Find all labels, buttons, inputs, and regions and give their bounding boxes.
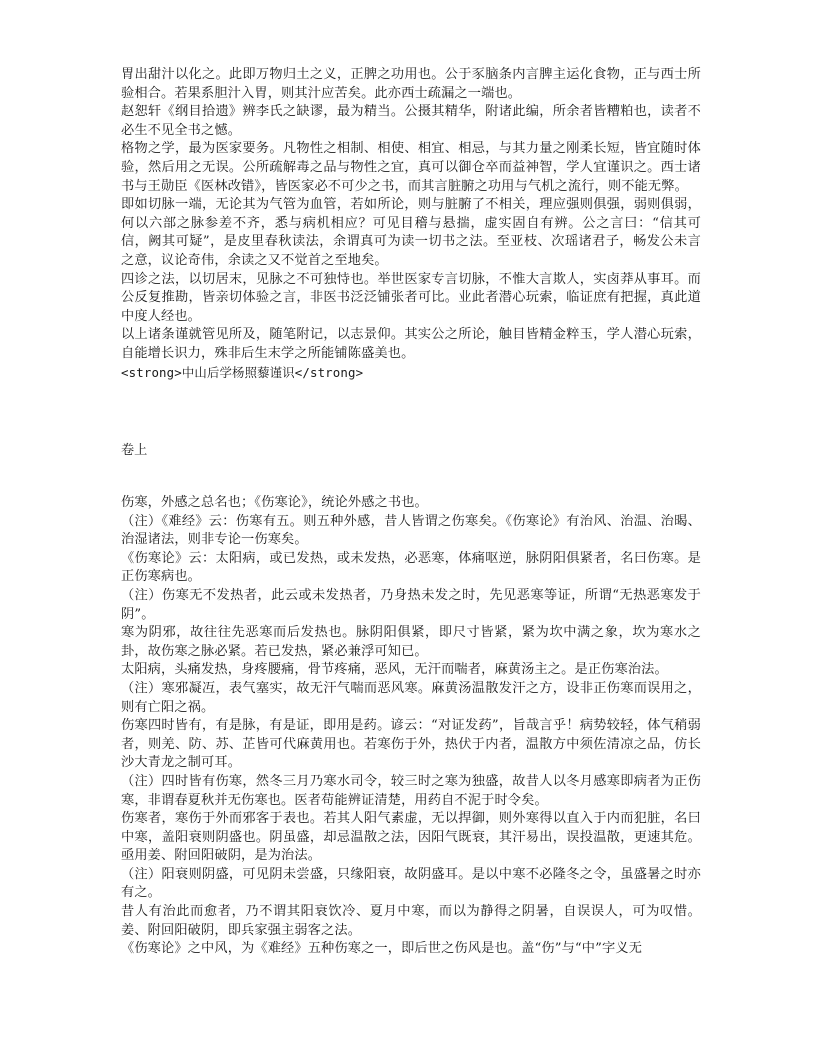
body-paragraph: 昔人有治此而愈者，乃不谓其阳衰饮冷、夏月中寒，而以为静得之阴暑，自误误人，可为叹惜。姜、附回阳破阴，即兵家强主弱客之法。: [121, 904, 701, 938]
body-paragraph: （注）寒邪凝冱，表气塞实，故无汗气喘而恶风寒。麻黄汤温散发汗之方，设非正伤寒而误用之，则有亡阳之祸。: [121, 680, 701, 715]
preface-paragraph: 赵恕轩《纲目拾遗》辨李氏之缺谬，最为精当。公摄其精华，附诸此编，所余者皆糟粕也，读者不必生不见全书之憾。: [121, 104, 701, 138]
body-paragraph: （注）《难经》云：伤寒有五。则五种外感，昔人皆谓之伤寒矣。《伤寒论》有治风、治温、治暍、治湿诸法，则非专论一伤寒矣。: [121, 513, 701, 548]
body-paragraph: 太阳病，头痛发热，身疼腰痛，骨节疼痛，恶风，无汗而喘者，麻黄汤主之。是正伤寒治法。: [121, 662, 668, 678]
body-paragraph: （注）阳衰则阴盛，可见阴未尝盛，只缘阳衰，故阴盛耳。是以中寒不必隆冬之令，虽盛暑之时亦有之。: [121, 866, 701, 901]
body-paragraph: 寒为阴邪，故往往先恶寒而后发热也。脉阴阳俱紧，即尺寸皆紧，紧为坎中满之象，坎为寒水之卦，故伤寒之脉必紧。若已发热，紧必兼浮可知已。: [121, 625, 701, 659]
body-paragraph: 《伤寒论》之中风，为《难经》五种伤寒之一，即后世之伤风是也。盖“伤”与“中”字义无: [121, 941, 643, 957]
preface-paragraph: 四诊之法，以切居末，见脉之不可独恃也。举世医家专言切脉，不惟大言欺人，实卤莽从事耳。而公反复推勘，皆亲切体验之言，非医书泛泛铺张者可比。业此者潜心玩索，临证庶有把握，真此道中度人经也。: [121, 271, 701, 324]
body-paragraph: （注）四时皆有伤寒，然冬三月乃寒水司令，较三时之寒为独盛，故昔人以冬月感寒即病者为正伤寒，非谓春夏秋并无伤寒也。医者苟能辨证清楚，用药自不泥于时令矣。: [121, 773, 701, 808]
section-heading: 卷上: [121, 443, 148, 458]
body-paragraph: 伤寒，外感之总名也；《伤寒论》，统论外感之书也。: [121, 495, 428, 510]
body-paragraph: 《伤寒论》云：太阳病，或已发热，或未发热，必恶寒，体痛呕逆，脉阴阳俱紧者，名曰伤寒。是正伤寒病也。: [121, 550, 701, 585]
preface-section: [121, 66, 701, 382]
preface-paragraph: 格物之学，最为医家要务。凡物性之相制、相使、相宜、相忌，与其力量之刚柔长短，皆宜随时体验，然后用之无误。公所疏解毒之品与物性之宜，真可以御仓卒而益神智，学人宜谨识之。西士诸书与王勋臣《医林改错》，皆医家必不可少之书，而其言脏腑之功用与气机之流行，则不能无弊。: [121, 141, 701, 194]
preface-paragraph: 即如切脉一端，无论其为气管为血管，若如所论，则与脏腑了不相关，理应强则俱强，弱则俱弱，何以六部之脉参差不齐，悉与病机相应？可见目稽与悬揣，虚实固自有辨。公之言曰：“信其可信，阙其可疑”，是皮里春秋读法，余谓真可为读一切书之法。至亚枝、次瑶诸君子，畅发公未言之意，议论奇伟，余读之又不觉首之至地矣。: [121, 197, 701, 268]
preface-paragraph: 胃出甜汁以化之。此即万物归土之义，正脾之功用也。公于豕脑条内言脾主运化食物，正与西士所验相合。若果系胆汁入胃，则其汁应苦矣。此亦西士疏漏之一端也。: [121, 67, 701, 101]
body-paragraph: 伤寒四时皆有，有是脉，有是证，即用是药。谚云：“对证发药”，旨哉言乎！病势较轻，体气稍弱者，则羌、防、苏、芷皆可代麻黄用也。若寒伤于外，热伏于内者，温散方中须佐清凉之品，仿长沙大青龙之制可耳。: [121, 718, 701, 771]
preface-paragraph: 以上诸条谨就管见所及，随笔附记，以志景仰。其实公之所论，触目皆精金粹玉，学人潜心玩索，自能增长识力，殊非后生末学之所能铺陈盛美也。: [121, 327, 701, 361]
body-section: [121, 494, 701, 959]
body-paragraph: （注）伤寒无不发热者，此云或未发热者，乃身热未发之时，先见恶寒等证，所谓“无热恶寒发于阴”。: [121, 587, 701, 622]
preface-signature: <strong>中山后学杨照藜谨识</strong>: [121, 364, 364, 380]
body-paragraph: 伤寒者，寒伤于外而邪客于表也。若其人阳气素虚，无以捍御，则外寒得以直入于内而犯脏，名曰中寒，盖阳衰则阴盛也。阴虽盛，却忌温散之法，因阳气既衰，其汗易出，误投温散，更速其危。亟用姜、附回阳破阴，是为治法。: [121, 811, 701, 864]
